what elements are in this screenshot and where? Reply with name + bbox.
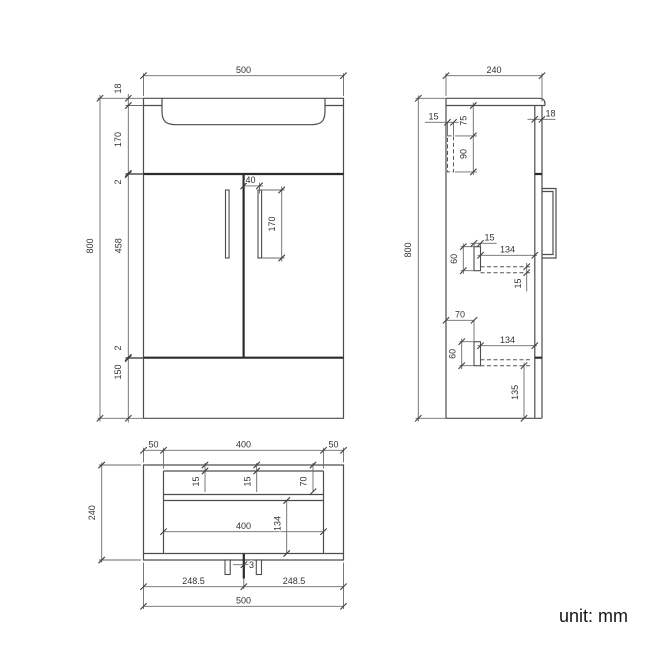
side-dim-worktop-to-rail: 75 (458, 115, 469, 126)
unit-label: unit: mm (558, 606, 628, 626)
front-dim-chain-458: 458 (113, 238, 124, 254)
side-door-edge-ticks (535, 174, 542, 358)
side-dim-overall-depth: 240 (486, 64, 502, 75)
side-dim-upper-rail-thickness: 15 (484, 232, 495, 243)
side-dim-upper-shelf-depth: 134 (499, 244, 516, 255)
side-outline (446, 98, 545, 418)
side-dim-lower-shelf-depth: 134 (499, 334, 516, 345)
side-handle-profile (542, 189, 556, 259)
side-dim-door-thickness: 18 (545, 108, 556, 119)
plan-dim-overall-depth: 240 (87, 505, 97, 521)
plan-dim-door-width-right: 248.5 (282, 575, 306, 586)
side-dim-overall-height: 800 (403, 242, 413, 258)
plan-dim-door-gap: 3 (248, 560, 255, 571)
plan-dimension-lines (99, 448, 344, 609)
front-dim-chain-18: 18 (112, 83, 123, 94)
plan-view (87, 439, 347, 609)
front-dim-handle-height: 170 (266, 216, 277, 232)
front-dim-overall-height: 800 (84, 238, 95, 254)
front-handle-right (258, 190, 262, 258)
side-dim-shelf-to-bottom: 135 (509, 384, 520, 400)
side-upper-shelf-hidden (481, 267, 531, 273)
side-dim-back-rail-height: 90 (458, 148, 469, 160)
front-basin-outline (162, 106, 325, 125)
side-dim-back-rail-thickness: 15 (428, 111, 439, 122)
plan-inner-dim-lines (205, 463, 313, 492)
plan-dim-opening-width-mid: 400 (235, 520, 252, 531)
front-door-lines (144, 174, 344, 358)
front-dim-chain-2b: 2 (112, 345, 123, 351)
front-view (85, 65, 347, 423)
plan-dim-edge-left: 50 (148, 439, 159, 450)
front-dim-handle-offset: 40 (245, 175, 256, 185)
side-dim-shelf-thickness: 15 (512, 278, 523, 289)
side-view (403, 65, 556, 422)
plan-handle-left (225, 560, 230, 575)
plan-dim-door-width-left: 248.5 (182, 575, 205, 586)
plan-dim-rail-depth: 70 (298, 476, 309, 487)
front-dim-chain-170: 170 (112, 131, 123, 148)
plan-dim-back-panel-thickness: 15 (191, 476, 201, 487)
front-dimension-lines (98, 73, 344, 422)
side-lower-shelf-hidden (481, 360, 531, 366)
plan-dim-edge-right: 50 (328, 439, 339, 450)
side-dim-upper-rail-height: 60 (448, 253, 459, 264)
plan-dim-opening-width: 400 (235, 439, 252, 450)
side-back-rail-hidden (448, 136, 454, 172)
front-dim-chain-2a: 2 (112, 179, 123, 185)
plan-dim-overall-width: 500 (235, 595, 252, 606)
side-dim-lower-rail-offset: 70 (454, 309, 466, 320)
side-dim-lower-rail-height: 60 (447, 348, 458, 359)
plan-dim-rail-to-front: 134 (272, 515, 283, 532)
front-handle-left (226, 190, 230, 258)
plan-dim-back-rail-thickness: 15 (242, 476, 253, 487)
side-upper-rail (474, 247, 481, 271)
front-dim-overall-width: 500 (235, 64, 252, 75)
front-dim-chain-150: 150 (112, 364, 123, 380)
plan-handle-right (256, 560, 261, 575)
